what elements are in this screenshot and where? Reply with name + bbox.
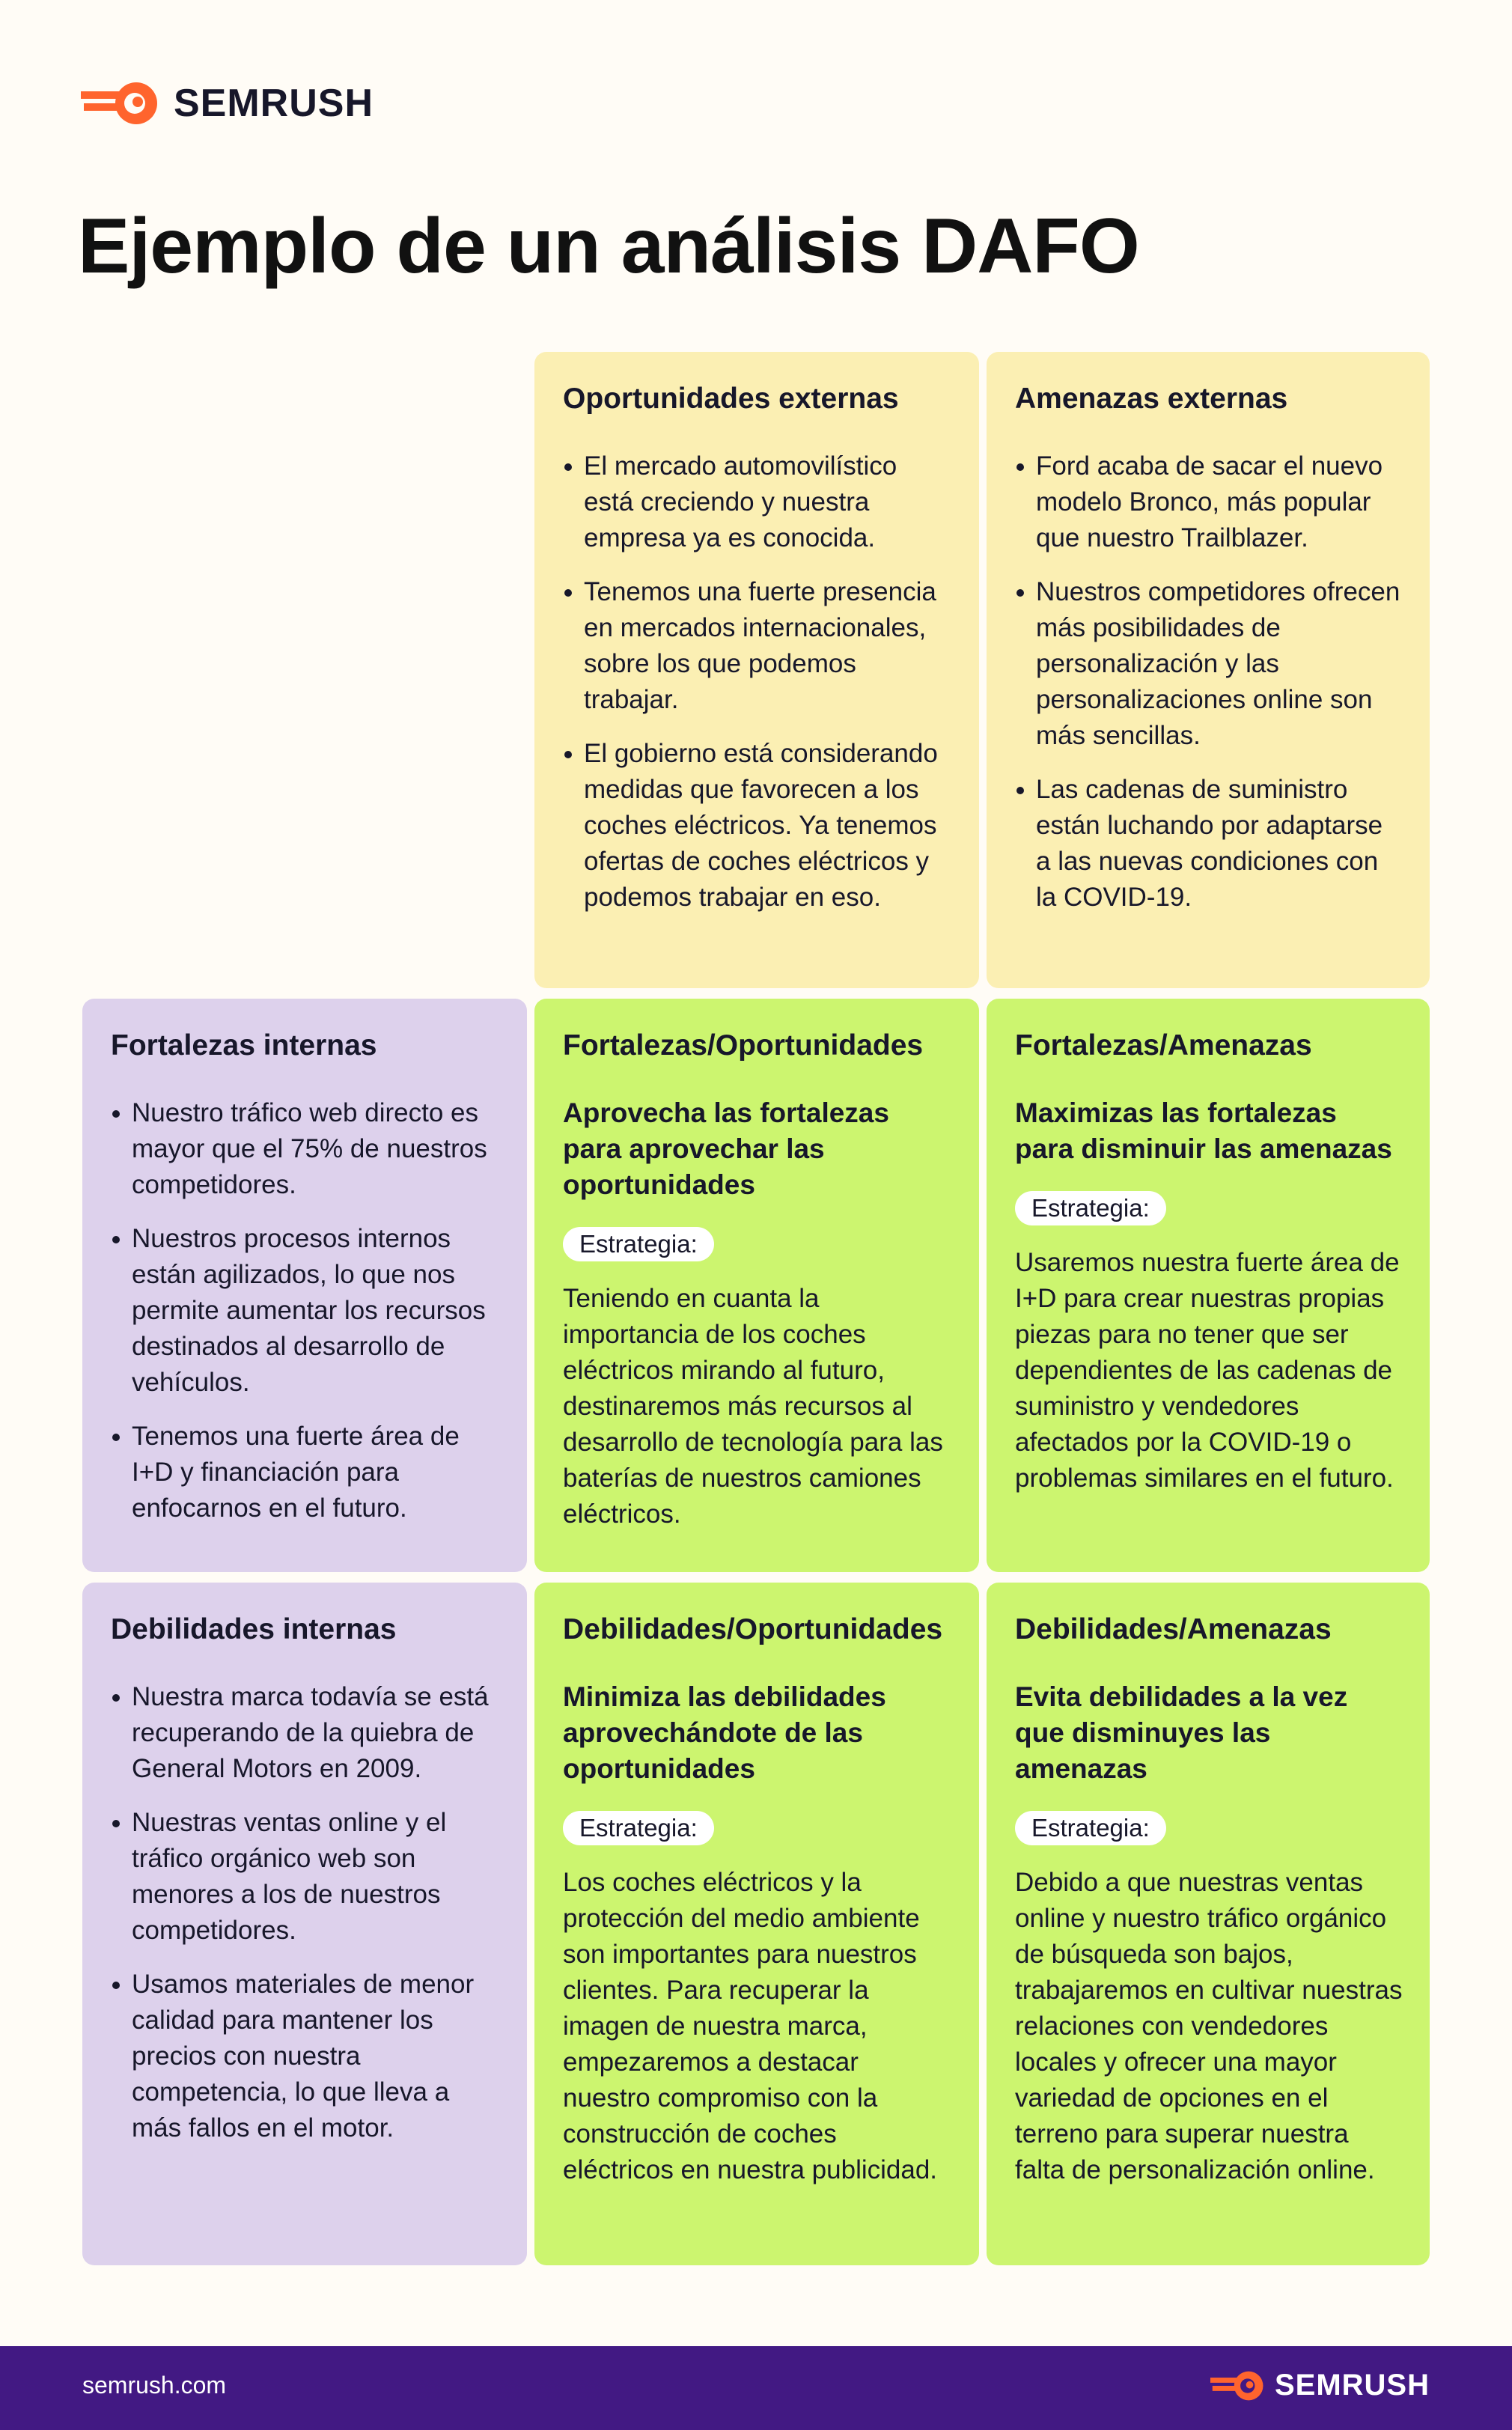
list-item: Tenemos una fuerte presencia en mercados internacionales, sobre los que podemos trabajar. [563, 574, 952, 718]
strengths-card [82, 999, 527, 1572]
threats-title: Amenazas externas [1015, 383, 1288, 415]
so-strategy-pill: Estrategia: [563, 1227, 714, 1261]
list-item: Nuestros procesos internos están agilizados, lo que nos permite aumentar los recursos destinados al desarrollo de vehículos. [111, 1221, 500, 1401]
footer-logo-wordmark: SEMRUSH [1274, 2369, 1430, 2402]
threats-card [987, 352, 1430, 988]
weaknesses-title: Debilidades internas [111, 1613, 397, 1645]
list-item: Las cadenas de suministro están luchando por adaptarse a las nuevas condiciones con la COVID-19. [1015, 772, 1403, 916]
wt-strategy-text: Debido a que nuestras ventas online y nuestro tráfico orgánico de búsqueda son bajos, trabajaremos en cultivar nuestras relaciones con vendedores locales y ofrecer una mayor variedad de opciones en el terreno para superar nuestra falta de personalización online. [1015, 1867, 1403, 2184]
wo-card [534, 1583, 979, 2265]
st-card [987, 999, 1430, 1572]
opportunities-list [563, 448, 952, 916]
threats-list [1015, 448, 1403, 916]
list-item: Ford acaba de sacar el nuevo modelo Bronco, más popular que nuestro Trailblazer. [1015, 448, 1403, 556]
semrush-flame-icon [1210, 2369, 1267, 2402]
opportunities-title: Oportunidades externas [563, 383, 899, 415]
wo-title: Debilidades/Oportunidades [563, 1613, 943, 1645]
list-item: Nuestras ventas online y el tráfico orgánico web son menores a los de nuestros competidores. [111, 1805, 500, 1949]
so-card [534, 999, 979, 1572]
footer-bar [0, 2346, 1512, 2430]
so-subtitle: Aprovecha las fortalezas para aprovechar las oportunidades [563, 1097, 889, 1200]
wo-strategy-text: Los coches eléctricos y la protección del medio ambiente son importantes para nuestros clientes. Para recuperar la imagen de nuestra marca, empezaremos a destacar nuestro compromiso con la construcción de coches eléctricos en nuestra publicidad. [563, 1867, 938, 2184]
list-item: Nuestro tráfico web directo es mayor que el 75% de nuestros competidores. [111, 1095, 500, 1203]
wt-strategy-pill: Estrategia: [1015, 1811, 1166, 1845]
list-item: Nuestra marca todavía se está recuperando de la quiebra de General Motors en 2009. [111, 1679, 500, 1787]
weaknesses-list [111, 1679, 500, 2146]
footer-url[interactable]: semrush.com [82, 2372, 227, 2399]
footer-semrush-logo [1210, 2369, 1430, 2402]
st-strategy-pill: Estrategia: [1015, 1191, 1166, 1225]
strengths-title: Fortalezas internas [111, 1029, 377, 1062]
st-title: Fortalezas/Amenazas [1015, 1029, 1312, 1062]
st-subtitle: Maximizas las fortalezas para disminuir las amenazas [1015, 1097, 1392, 1164]
logo-wordmark: SEMRUSH [174, 82, 374, 125]
wo-strategy-pill: Estrategia: [563, 1811, 714, 1845]
wt-subtitle: Evita debilidades a la vez que disminuyes las amenazas [1015, 1681, 1348, 1784]
so-title: Fortalezas/Oportunidades [563, 1029, 924, 1062]
semrush-flame-icon [81, 81, 163, 126]
opportunities-card [534, 352, 979, 988]
wt-card [987, 1583, 1430, 2265]
so-strategy-text: Teniendo en cuanta la importancia de los coches eléctricos mirando al futuro, destinaremos más recursos al desarrollo de tecnología para las baterías de nuestros camiones eléctricos. [563, 1283, 943, 1529]
list-item: El mercado automovilístico está creciendo y nuestra empresa ya es conocida. [563, 448, 952, 556]
semrush-logo [81, 81, 374, 126]
st-strategy-text: Usaremos nuestra fuerte área de I+D para crear nuestras propias piezas para no tener que ser dependientes de las cadenas de suministro y vendedores afectados por la COVID-19 o problemas similares en el futuro. [1015, 1247, 1400, 1493]
list-item: Usamos materiales de menor calidad para mantener los precios con nuestra competencia, lo que lleva a más fallos en el motor. [111, 1967, 500, 2146]
list-item: El gobierno está considerando medidas que favorecen a los coches eléctricos. Ya tenemos ofertas de coches eléctricos y podemos trabajar en eso. [563, 736, 952, 916]
wt-title: Debilidades/Amenazas [1015, 1613, 1332, 1645]
weaknesses-card [82, 1583, 527, 2265]
list-item: Nuestros competidores ofrecen más posibilidades de personalización y las personalizaciones online son más sencillas. [1015, 574, 1403, 754]
page-title: Ejemplo de un análisis DAFO [78, 203, 1139, 290]
wo-subtitle: Minimiza las debilidades aprovechándote de las oportunidades [563, 1681, 886, 1784]
strengths-list [111, 1095, 500, 1526]
list-item: Tenemos una fuerte área de I+D y financiación para enfocarnos en el futuro. [111, 1419, 500, 1526]
